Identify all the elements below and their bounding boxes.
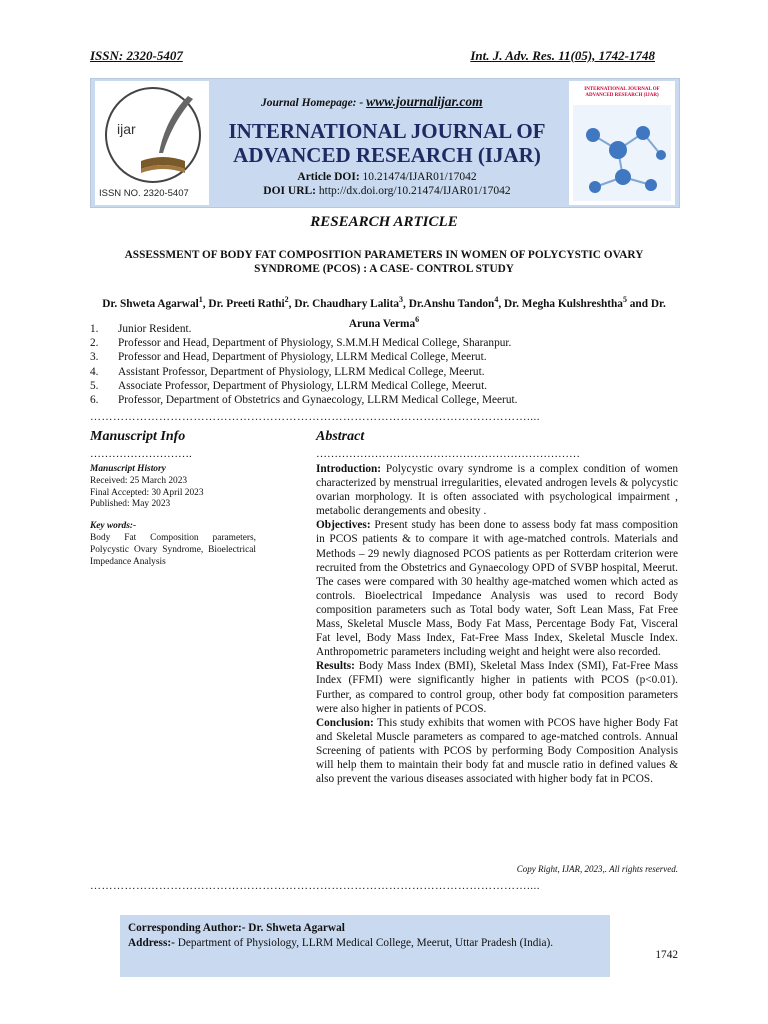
affiliation-number: 4.	[90, 365, 99, 378]
journal-banner	[90, 78, 680, 208]
address-text: Department of Physiology, LLRM Medical College, Meerut, Uttar Pradesh (India).	[174, 936, 554, 949]
keywords: Body Fat Composition parameters, Polycystic Ovary Syndrome, Bioelectrical Impedance Analysis	[90, 532, 256, 567]
author-separator: and	[626, 297, 651, 310]
author-name: Dr. Aruna Verma	[348, 297, 666, 330]
author-name: Dr. Shweta Agarwal	[102, 297, 199, 310]
journal-title-line1: INTERNATIONAL JOURNAL OF	[228, 119, 546, 143]
affiliation-item	[90, 350, 517, 364]
author-affiliation-mark: 1	[198, 295, 203, 304]
affiliation-number: 2.	[90, 337, 99, 350]
page-number: 1742	[655, 949, 678, 961]
copyright-notice: Copy Right, IJAR, 2023,. All rights reserved.	[516, 864, 678, 874]
article-title	[90, 248, 678, 276]
address-label: Address:-	[128, 936, 175, 949]
abstract-introduction	[316, 462, 678, 518]
author-affiliation-mark: 5	[622, 295, 627, 304]
author-separator: ,	[498, 297, 504, 310]
affiliation-text: Professor and Head, Department of Physiology, LLRM Medical College, Meerut.	[118, 351, 487, 364]
homepage-label: Journal Homepage: -	[261, 97, 364, 109]
results-text: Body Mass Index (BMI), Skeletal Mass Index (SMI), Fat-Free Mass Index (FFMI) were significantly higher in patients with PCOS (p<0.01). Further, as compared to control group, other body fat composition parameters were also higher in patients of PCOS.	[316, 660, 678, 715]
article-type: RESEARCH ARTICLE	[310, 214, 458, 230]
quill-book-icon	[133, 91, 203, 181]
doi-url-label: DOI URL:	[263, 185, 317, 197]
abstract-objectives	[316, 518, 678, 659]
doi-value: 10.21474/IJAR01/17042	[362, 171, 477, 183]
header-issn: ISSN: 2320-5407	[90, 48, 183, 63]
intro-text: Polycystic ovary syndrome is a complex condition of women characterized by menstrual irregularities, elevated androgen levels & polycystic ovarian morphology. It is often associated with psychological impairment , metabolic derangements and obesity .	[316, 463, 678, 518]
affiliation-item	[90, 365, 517, 379]
abstract-heading: Abstract	[316, 429, 365, 444]
article-doi-block	[217, 170, 557, 198]
manuscript-history-label: Manuscript History	[90, 464, 166, 474]
author-name: Dr.Anshu Tandon	[408, 297, 495, 310]
manuscript-info	[90, 464, 256, 568]
author-name: Dr. Chaudhary Lalita	[294, 297, 400, 310]
author-affiliation-mark: 2	[284, 295, 289, 304]
affiliation-item	[90, 336, 517, 350]
affiliation-text: Assistant Professor, Department of Physiology, LLRM Medical College, Meerut.	[118, 365, 485, 378]
corresponding-author-box	[120, 915, 610, 977]
journal-title	[217, 119, 557, 167]
corresponding-author-label: Corresponding Author:- Dr. Shweta Agarwal	[128, 922, 345, 934]
ijar-logo	[95, 81, 209, 205]
author-affiliation-mark: 4	[494, 295, 499, 304]
intro-label: Introduction:	[316, 463, 382, 475]
objectives-label: Objectives:	[316, 519, 371, 532]
abstract-conclusion	[316, 716, 678, 786]
affiliation-number: 1.	[90, 323, 99, 335]
molecule-image-icon	[573, 105, 671, 201]
abstract-body	[316, 462, 678, 786]
published-date: Published: May 2023	[90, 499, 171, 510]
author-affiliation-mark: 6	[415, 314, 420, 324]
objectives-text: Present study has been done to assess body fat mass composition in PCOS patients & to compare it with age-matched controls. Materials and Methods – 29 newly diagnosed PCOS patients as per Rotterdam criterion were recruited from the Obstetrics and Gynaecology OPD of SVBP hospital, Meerut. The cases were compared with 30 healthy age-matched women which acted as controls. Bioelectrical Impedance Analysis was used to record Body composition parameters such as Total body water, Soft Lean Mass, Fat Free Mass, Skeletal Muscle Mass, Body Fat Mass, Percentage Body Fat, Visceral Fat level, Body Mass Index, Fat-Free Mass Index, Skeletal Muscle Index. Anthropometric parameters including weight and height were also recorded.	[316, 519, 678, 659]
keywords-label: Key words:-	[90, 521, 137, 532]
affiliation-text: Professor, Department of Obstetrics and Gynaecology, LLRM Medical College, Meerut.	[118, 394, 518, 407]
separator-top: ……………………………………………………………………………………………………....	[90, 411, 540, 423]
affiliation-list	[90, 322, 517, 407]
abstract-dots: ………………………………………………………………	[316, 448, 580, 460]
conclusion-text: This study exhibits that women with PCOS have higher Body Fat and Skeletal Muscle parameters as compared to age-matched controls. Annual Screening of patients with PCOS by performing Body Composition Analysis will help them to maintain their body fat and muscle ratio in defined values & also prevent the various diseases associated with higher body fat in PCOS.	[316, 716, 678, 786]
abstract-results	[316, 659, 678, 715]
results-label: Results:	[316, 660, 355, 673]
affiliation-text: Professor and Head, Department of Physiology, S.M.M.H Medical College, Sharanpur.	[118, 337, 512, 350]
manuscript-info-dots: ……………………….	[90, 448, 192, 460]
conclusion-label: Conclusion:	[316, 716, 374, 729]
doi-url-link[interactable]: http://dx.doi.org/10.21474/IJAR01/17042	[318, 185, 511, 197]
cover-title: INTERNATIONAL JOURNAL OF ADVANCED RESEARCH (IJAR)	[584, 87, 660, 98]
affiliation-item	[90, 379, 517, 393]
affiliation-item	[90, 393, 517, 407]
author-separator: ,	[202, 297, 209, 310]
article-title-line1: ASSESSMENT OF BODY FAT COMPOSITION PARAMETERS IN WOMEN OF POLYCYSTIC OVARY	[124, 249, 644, 261]
logo-text: ijar	[117, 121, 136, 137]
logo-issn: ISSN NO. 2320-5407	[99, 188, 189, 199]
header-citation: Int. J. Adv. Res. 11(05), 1742-1748	[470, 48, 655, 63]
author-affiliation-mark: 3	[399, 295, 404, 304]
affiliation-item	[90, 322, 517, 336]
affiliation-number: 6.	[90, 394, 99, 407]
separator-bottom: ……………………………………………………………………………………………………....	[90, 880, 540, 892]
affiliation-number: 3.	[90, 351, 99, 364]
author-name: Dr. Megha Kulshreshtha	[504, 297, 623, 310]
homepage-link[interactable]: www.journalijar.com	[366, 94, 483, 109]
received-date: Received: 25 March 2023	[90, 475, 188, 486]
article-title-line2: SYNDROME (PCOS) : A CASE- CONTROL STUDY	[254, 263, 514, 275]
manuscript-info-heading: Manuscript Info	[90, 429, 186, 444]
accepted-date: Final Accepted: 30 April 2023	[90, 487, 204, 498]
author-name: Dr. Preeti Rathi	[208, 297, 285, 310]
affiliation-number: 5.	[90, 379, 99, 392]
journal-cover-image	[569, 81, 675, 205]
author-separator: ,	[403, 297, 409, 310]
author-separator: ,	[288, 297, 295, 310]
doi-label: Article DOI:	[297, 171, 360, 183]
journal-homepage	[261, 94, 483, 110]
affiliation-text: Junior Resident.	[118, 323, 192, 335]
affiliation-text: Associate Professor, Department of Physiology, LLRM Medical College, Meerut.	[118, 379, 488, 392]
journal-title-line2: ADVANCED RESEARCH (IJAR)	[233, 143, 541, 167]
